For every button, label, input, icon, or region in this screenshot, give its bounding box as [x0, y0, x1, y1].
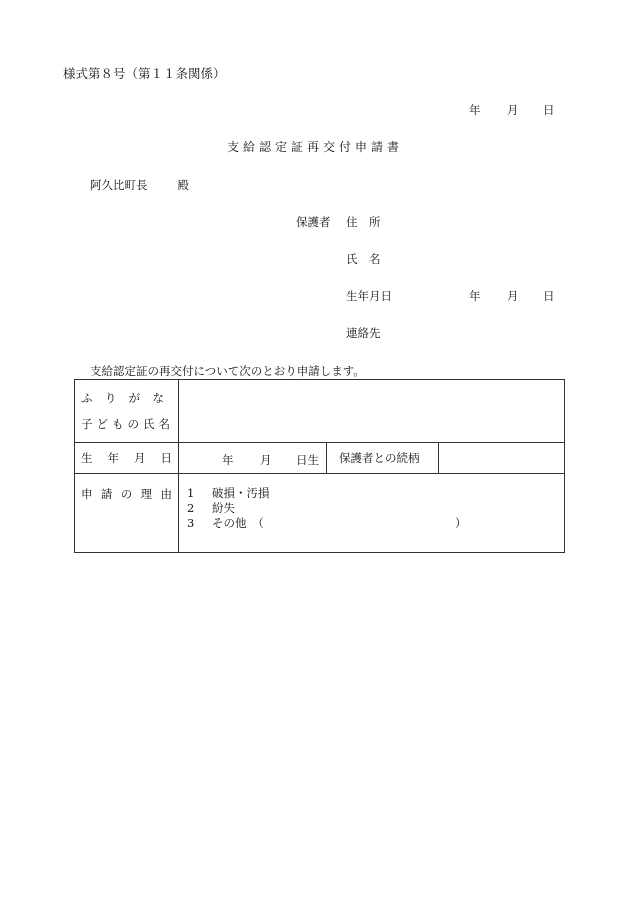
reason-number: 3 — [187, 516, 195, 530]
child-name-row — [75, 380, 565, 443]
birth-label-cell — [75, 443, 179, 474]
reason-options-cell — [179, 474, 565, 553]
child-name-char: ど — [96, 417, 108, 431]
document-title: 支給認定証再交付申請書 — [226, 140, 403, 154]
date-year-label: 年 — [469, 103, 481, 117]
reason-option-lost[interactable] — [187, 501, 564, 516]
child-name-label — [75, 416, 178, 432]
reason-text: その他 （ — [211, 516, 264, 530]
intro-text: 支給認定証の再交付について次のとおり申請します。 — [90, 364, 365, 378]
child-name-input-cell[interactable] — [179, 380, 565, 443]
guardian-birthdate-label: 生年月日 — [346, 289, 392, 303]
child-birthdate-cell[interactable] — [179, 443, 327, 474]
reason-label-char: の — [120, 487, 133, 501]
guardian-birth-month: 月 — [507, 289, 519, 303]
furigana-char: り — [104, 391, 117, 405]
reason-text: 破損・汚損 — [211, 486, 270, 500]
furigana-label — [75, 390, 178, 406]
child-name-char: 名 — [158, 417, 170, 431]
reason-number: 1 — [187, 486, 195, 500]
date-day-label: 日 — [543, 103, 555, 117]
guardian-address-label: 住 所 — [346, 215, 381, 229]
reason-label-cell — [75, 474, 179, 553]
reason-label-char: 請 — [100, 487, 113, 501]
child-name-char: 子 — [81, 417, 93, 431]
child-birth-year: 年 — [222, 453, 234, 467]
child-birth-month: 月 — [260, 453, 272, 467]
relation-label: 保護者との続柄 — [339, 451, 420, 465]
child-birth-row — [75, 443, 565, 474]
date-month-label: 月 — [507, 103, 519, 117]
reason-row — [75, 474, 565, 553]
reason-number: 2 — [187, 501, 195, 515]
guardian-birth-year: 年 — [469, 289, 481, 303]
furigana-char: が — [128, 391, 141, 405]
child-name-char: 氏 — [143, 417, 155, 431]
reason-label-char: 申 — [81, 487, 93, 501]
addressee-name: 阿久比町長 — [90, 178, 148, 192]
child-name-label-cell — [75, 380, 179, 443]
birth-label — [75, 450, 178, 466]
reason-option-other[interactable] — [187, 516, 564, 531]
guardian-name-label: 氏 名 — [346, 252, 381, 266]
addressee-honorific: 殿 — [177, 178, 189, 192]
child-birth-day: 日生 — [296, 453, 319, 467]
birth-label-char: 月 — [134, 451, 146, 465]
reason-option-damage[interactable] — [187, 486, 564, 501]
furigana-char: ふ — [81, 391, 93, 405]
birth-label-char: 年 — [107, 451, 119, 465]
reason-text: 紛失 — [211, 501, 235, 515]
child-name-char: の — [127, 417, 139, 431]
addressee — [90, 177, 189, 193]
reason-label — [75, 486, 178, 502]
birth-label-char: 生 — [81, 451, 93, 465]
reason-close-paren: ） — [455, 516, 467, 530]
guardian-birth-day: 日 — [543, 289, 555, 303]
guardian-label: 保護者 — [296, 215, 331, 229]
application-table — [74, 379, 565, 553]
relation-label-cell — [327, 443, 439, 474]
furigana-char: な — [152, 391, 164, 405]
reason-label-char: 理 — [140, 487, 153, 501]
reason-label-char: 由 — [160, 487, 172, 501]
guardian-contact-label: 連絡先 — [346, 326, 381, 340]
birth-label-char: 日 — [160, 451, 172, 465]
child-name-char: も — [112, 417, 124, 431]
relation-input-cell[interactable] — [439, 443, 565, 474]
form-number: 様式第８号（第１１条関係） — [63, 66, 226, 81]
